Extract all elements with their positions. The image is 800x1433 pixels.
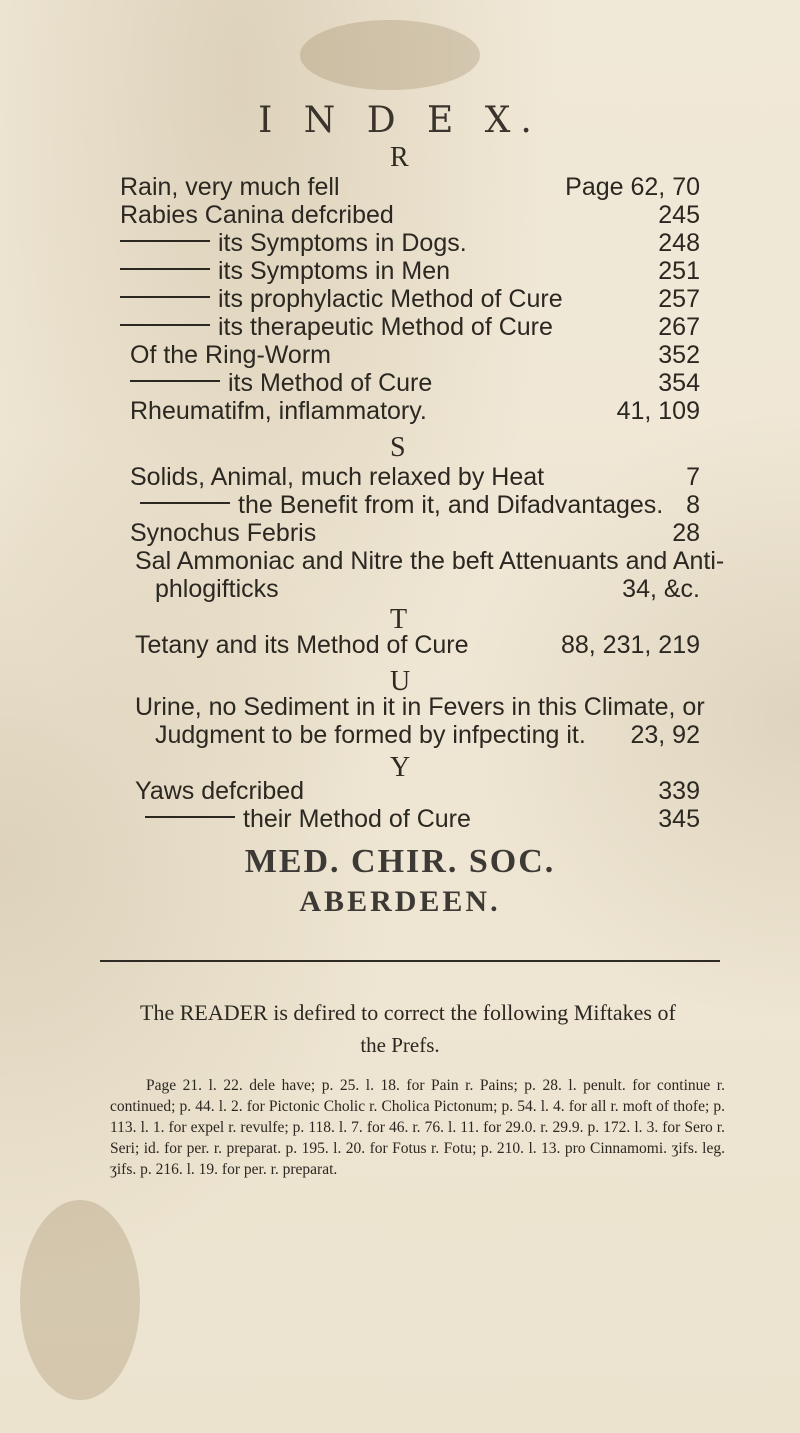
errata-subtitle: the Prefs. (360, 1033, 440, 1057)
index-entry (0, 256, 800, 286)
index-entry-text: its prophylactic Method of Cure (218, 285, 563, 313)
index-entry-text: Of the Ring-Worm (130, 341, 331, 369)
index-entry-label (155, 720, 586, 750)
index-entry-text: phlogifticks (155, 575, 279, 603)
index-entry-label (120, 200, 394, 230)
index-entry-label (120, 228, 467, 258)
index-entry (0, 172, 800, 202)
library-stamp-line-1: MED. CHIR. SOC. (244, 843, 556, 880)
index-entry-pages: 251 (658, 257, 700, 285)
ditto-dash (120, 296, 210, 298)
index-entry-pages: Page 62, 70 (565, 173, 700, 201)
index-entry (0, 720, 800, 750)
index-entry-text: Urine, no Sediment in it in Fevers in this Climate, or (135, 693, 705, 721)
index-entry-label (145, 804, 471, 834)
index-entry (0, 284, 800, 314)
index-entry-label (130, 518, 316, 548)
index-entry-pages: 267 (658, 313, 700, 341)
index-entry (0, 804, 800, 834)
index-entry-label (130, 462, 544, 492)
index-entry-pages: 34, &c. (622, 575, 700, 603)
index-entry-pages: 339 (658, 777, 700, 805)
index-entry-label (155, 574, 279, 604)
index-entry-pages: 354 (658, 369, 700, 397)
index-entry-pages: 352 (658, 341, 700, 369)
index-entry-text: its Symptoms in Dogs. (218, 229, 467, 257)
index-entry-text: Yaws defcribed (135, 777, 305, 805)
index-entry-pages: 41, 109 (616, 397, 700, 425)
index-entry-pages: 248 (658, 229, 700, 257)
index-entry (0, 490, 800, 520)
index-entry-text: Rheumatifm, inflammatory. (130, 397, 427, 425)
index-entry-label (130, 396, 427, 426)
foxing-stain (20, 1200, 140, 1400)
index-entry-label (130, 340, 331, 370)
index-entry-label (135, 630, 469, 660)
index-entry (0, 462, 800, 492)
index-entry-text: Judgment to be formed by infpecting it. (155, 721, 586, 749)
index-entry (0, 574, 800, 604)
index-entry-pages: 28 (672, 519, 700, 547)
index-entry (0, 396, 800, 426)
index-entry (0, 312, 800, 342)
errata-list: Page 21. l. 22. dele have; p. 25. l. 18. for Pain r. Pains; p. 28. l. penult. for continue r. continued; p. 44. l. 2. for Pictonic Cholic r. Cholica Pictonum; p. 54. l. 4. for all r. moft of thofe; p. 113. l. 1. for expel r. revulfe; p. 118. l. 7. for 46. r. 76. l. 11. for 29.0. r. 29.9. p. 172. l. 3. for Sero r. Seri; id. for per. r. preparat. p. 195. l. 20. for Fotus r. Fotu; p. 210. l. 13. pro Cinnamomi. ʒifs. leg. ʒifs. p. 216. l. 19. for per. r. preparat. (110, 1077, 725, 1178)
index-entry-text: its therapeutic Method of Cure (218, 313, 553, 341)
index-entry-label (140, 490, 663, 520)
ditto-dash (120, 268, 210, 270)
ditto-dash (140, 502, 230, 504)
index-entry-text: its Method of Cure (228, 369, 433, 397)
index-entry (0, 692, 800, 722)
ditto-dash (120, 240, 210, 242)
index-entry-text: the Benefit from it, and Difadvantages. (238, 491, 664, 519)
index-entry-label (130, 368, 432, 398)
index-entry-text: Rabies Canina defcribed (120, 201, 394, 229)
index-entry-text: Sal Ammoniac and Nitre the beft Attenuants and Anti- (135, 547, 725, 575)
index-entry (0, 200, 800, 230)
index-entry-label (135, 692, 705, 722)
index-entry-text: Solids, Animal, much relaxed by Heat (130, 463, 545, 491)
ditto-dash (145, 816, 235, 818)
index-entry (0, 368, 800, 398)
index-entry (0, 630, 800, 660)
index-entry-text: Rain, very much fell (120, 173, 340, 201)
index-entry-label (135, 776, 304, 806)
section-letter: Y (390, 752, 411, 783)
index-entry-label (120, 312, 553, 342)
index-entry-pages: 345 (658, 805, 700, 833)
section-letter: U (390, 666, 411, 697)
index-entry-pages: 7 (686, 463, 700, 491)
index-entry-text: its Symptoms in Men (218, 257, 451, 285)
index-entry-label (135, 546, 724, 576)
index-entry-pages: 245 (658, 201, 700, 229)
section-letter: R (390, 142, 409, 173)
index-entry-pages: 257 (658, 285, 700, 313)
index-entry-text: Synochus Febris (130, 519, 317, 547)
foxing-stain (300, 20, 480, 90)
section-letter: S (390, 432, 406, 463)
index-entry-text: Tetany and its Method of Cure (135, 631, 469, 659)
index-entry-label (120, 256, 450, 286)
divider-rule (100, 960, 720, 962)
index-entry-label (120, 172, 340, 202)
index-entry-text: their Method of Cure (243, 805, 471, 833)
index-entry (0, 228, 800, 258)
errata-title: The READER is defired to correct the following Miftakes of (140, 1000, 676, 1025)
ditto-dash (130, 380, 220, 382)
page-title: I N D E X. (258, 100, 542, 141)
index-entry-pages: 23, 92 (630, 721, 700, 749)
index-entry (0, 518, 800, 548)
index-entry-pages: 8 (686, 491, 700, 519)
index-entry (0, 340, 800, 370)
index-entry (0, 776, 800, 806)
ditto-dash (120, 324, 210, 326)
section-letter: T (390, 604, 408, 635)
index-entry (0, 546, 800, 576)
library-stamp-line-2: ABERDEEN. (299, 885, 501, 918)
index-entry-label (120, 284, 563, 314)
index-entry-pages: 88, 231, 219 (560, 631, 700, 659)
